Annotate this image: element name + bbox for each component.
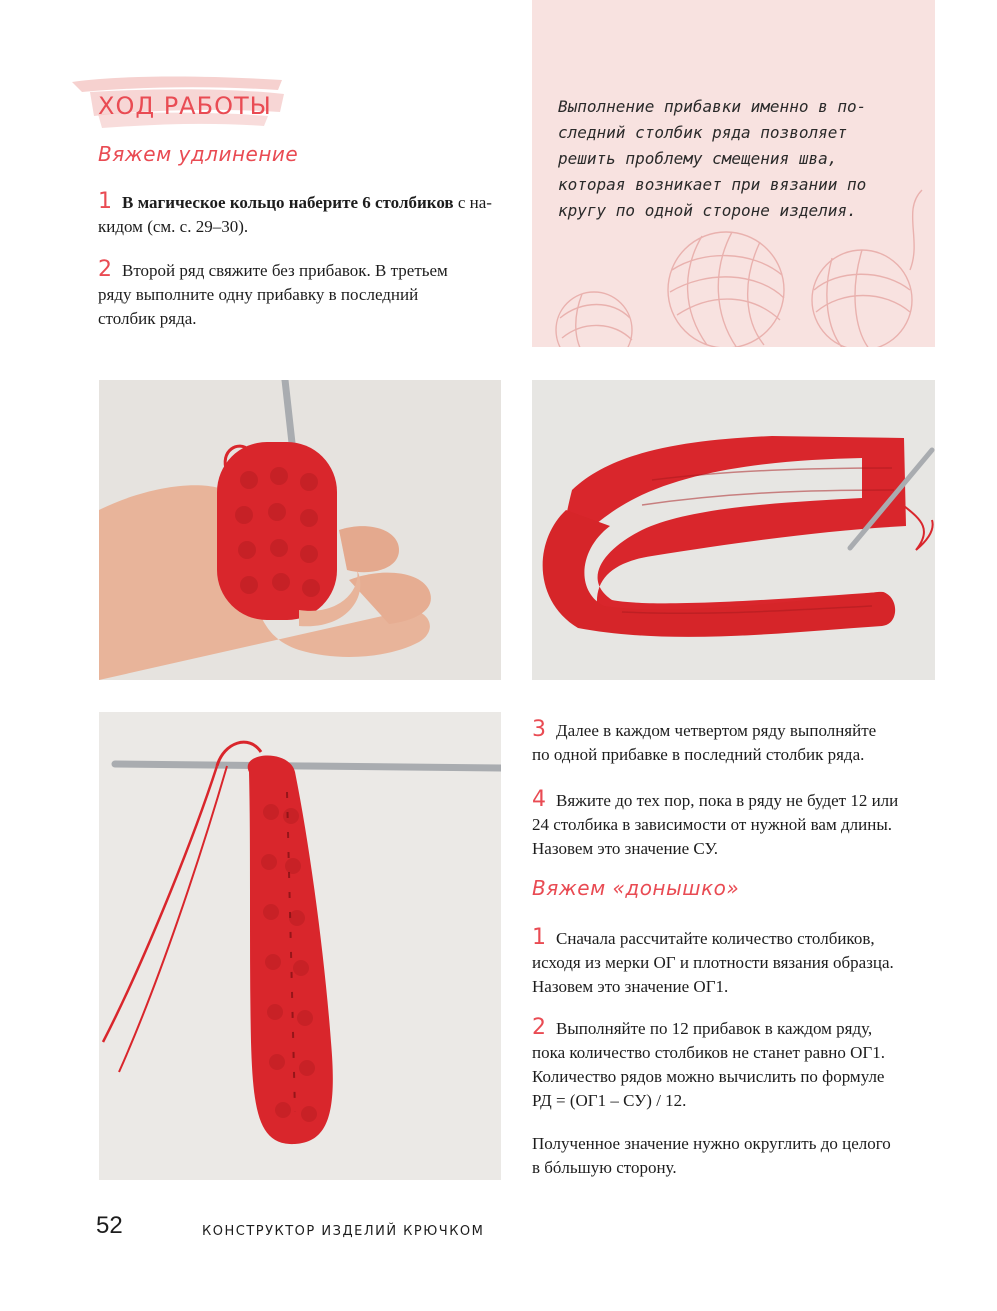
step-3-extension [532, 718, 942, 767]
step-1-extension [98, 190, 508, 239]
note-line: кругу по одной стороне изделия. [558, 201, 857, 220]
step-text: РД = (ОГ1 – СУ) / 12. [532, 1091, 687, 1110]
step-text: столбик ряда. [98, 309, 197, 328]
step-text: Назовем это значение СУ. [532, 839, 719, 858]
step-2-bottom [532, 1016, 952, 1113]
photo-crochet-tube-on-hook [99, 712, 501, 1180]
conclusion-paragraph [532, 1132, 952, 1180]
step-text: ряду выполните одну прибавку в последний [98, 285, 419, 304]
step-1-bottom [532, 926, 952, 999]
page-number: 52 [96, 1212, 123, 1239]
tip-note-text [558, 94, 898, 224]
step-text: 24 столбика в зависимости от нужной вам длины. [532, 815, 892, 834]
note-line: которая возникает при вязании по [558, 175, 867, 194]
step-number: 2 [98, 257, 112, 282]
step-text: с на- [453, 193, 492, 212]
note-line: следний столбик ряда позволяет [558, 123, 847, 142]
step-2-extension [98, 258, 508, 331]
conclusion-text: в бóльшую сторону. [532, 1158, 677, 1177]
step-number: 1 [532, 925, 546, 950]
step-text: Выполняйте по 12 прибавок в каждом ряду, [556, 1019, 873, 1038]
subhead-bottom: Вяжем «донышко» [532, 876, 740, 900]
step-text: Количество рядов можно вычислить по формуле [532, 1067, 885, 1086]
photo-long-crochet-strip [532, 380, 935, 680]
step-text: по одной прибавке в последний столбик ряда. [532, 745, 865, 764]
conclusion-text: Полученное значение нужно округлить до целого [532, 1134, 891, 1153]
step-text: кидом (см. с. 29–30). [98, 217, 249, 236]
subhead-extension: Вяжем удлинение [98, 142, 299, 166]
step-text: Второй ряд свяжите без прибавок. В третьем [122, 261, 448, 280]
step-text: исходя из мерки ОГ и плотности вязания образца. [532, 953, 894, 972]
step-number: 2 [532, 1015, 546, 1040]
step-text: Далее в каждом четвертом ряду выполняйте [556, 721, 877, 740]
step-number: 1 [98, 189, 112, 214]
photo-hand-holding-crochet [99, 380, 501, 680]
step-number: 3 [532, 717, 546, 742]
running-footer-title: КОНСТРУКТОР ИЗДЕЛИЙ КРЮЧКОМ [202, 1224, 485, 1239]
step-text: пока количество столбиков не станет равно ОГ1. [532, 1043, 885, 1062]
step-number: 4 [532, 787, 546, 812]
step-4-extension [532, 788, 952, 861]
step-text: Назовем это значение ОГ1. [532, 977, 729, 996]
tip-note-box [532, 0, 935, 347]
step-text: Сначала рассчитайте количество столбиков, [556, 929, 875, 948]
step-text: Вяжите до тех пор, пока в ряду не будет 12 или [556, 791, 899, 810]
step-bold-text: В магическое кольцо наберите 6 столбиков [122, 193, 454, 212]
note-line: решить проблему смещения шва, [558, 149, 838, 168]
section-title: ХОД РАБОТЫ [98, 92, 272, 120]
note-line: Выполнение прибавки именно в по- [558, 97, 867, 116]
